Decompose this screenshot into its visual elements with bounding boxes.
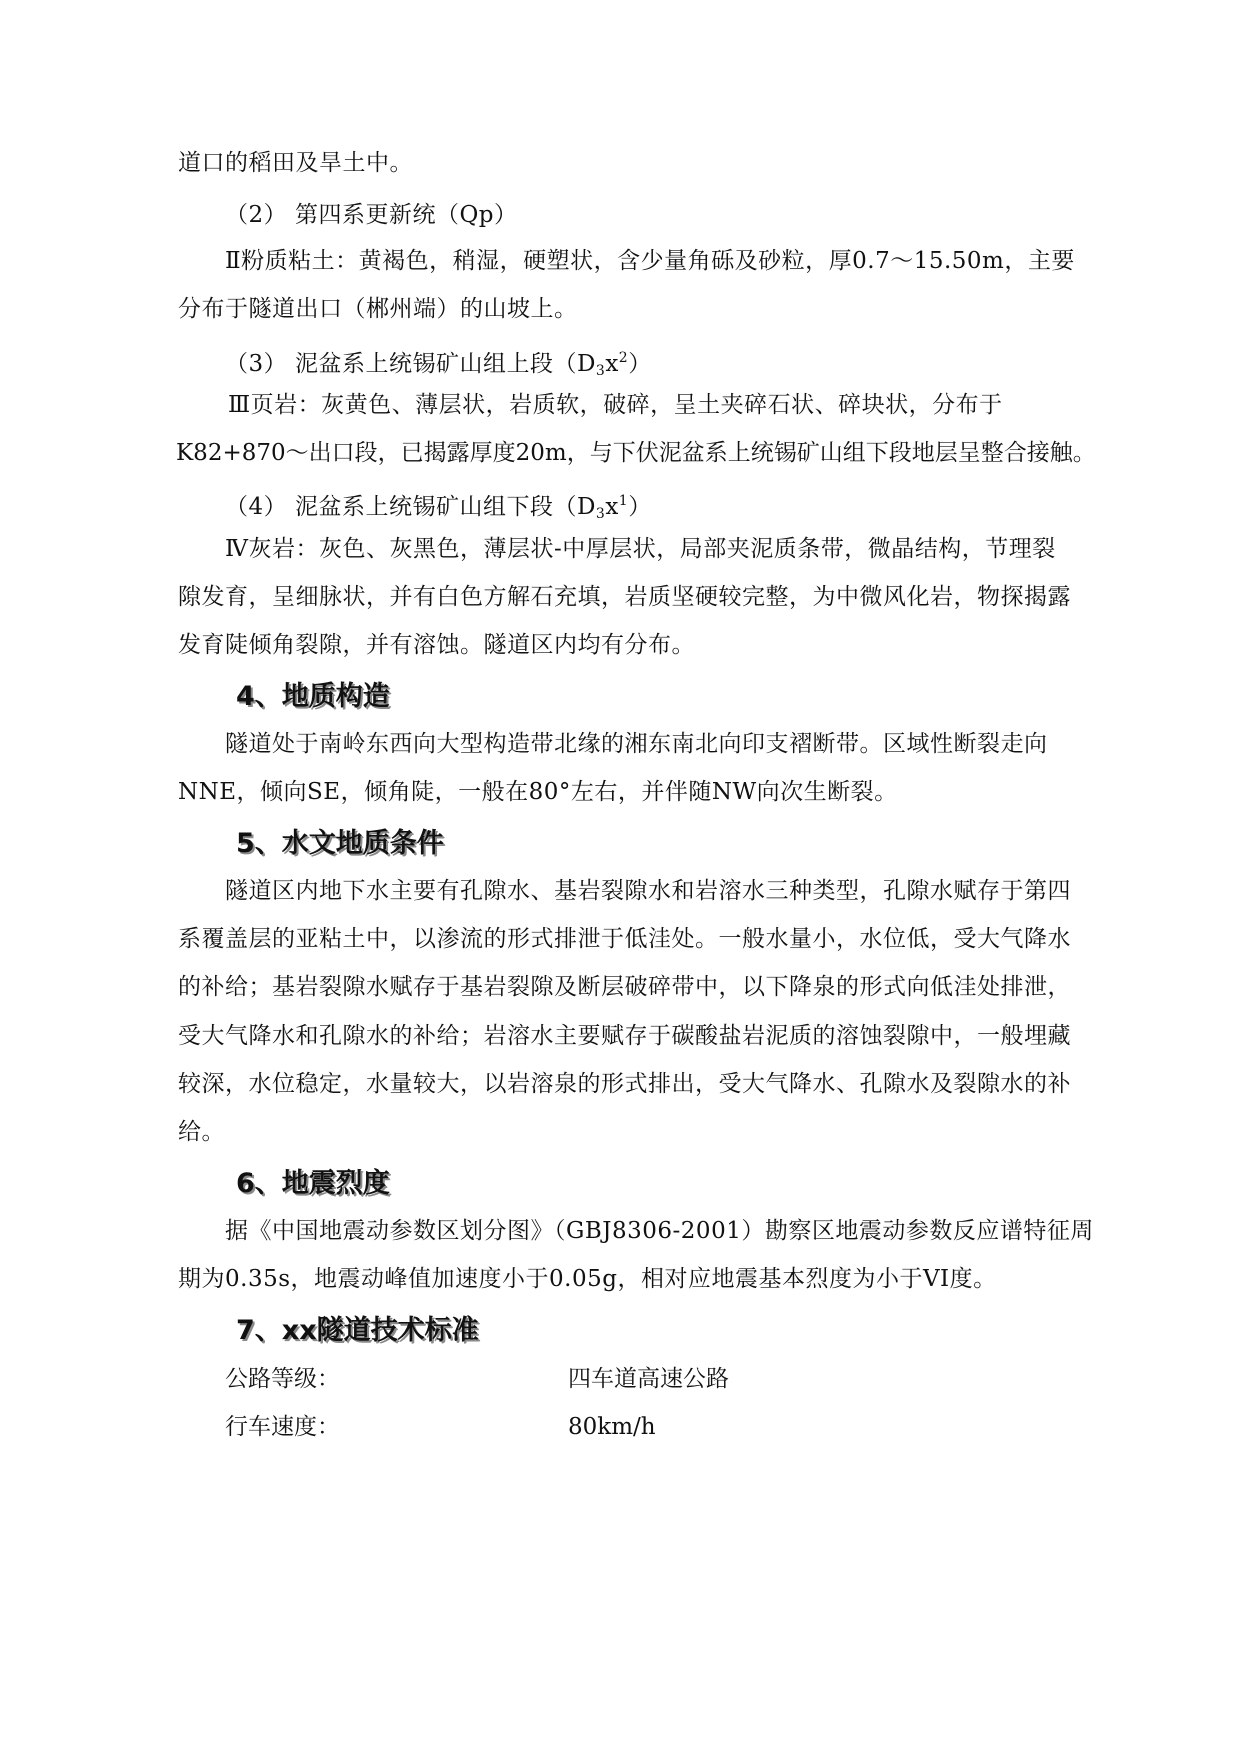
section-4-title-text: （4） 泥盆系上统锡矿山组下段（D bbox=[225, 494, 596, 520]
formation-symbol: x bbox=[605, 351, 619, 377]
paragraph-line: 隙发育，呈细脉状，并有白色方解石充填，岩质坚硬较完整，为中微风化岩，物探揭露 bbox=[178, 584, 1071, 610]
spec-value-road-grade: 四车道高速公路 bbox=[568, 1366, 729, 1392]
paragraph-line: Ⅳ灰岩：灰色、灰黑色，薄层状-中厚层状，局部夹泥质条带，微晶结构，节理裂 bbox=[225, 536, 1056, 562]
heading-hydrogeology: 5、水文地质条件 bbox=[236, 828, 444, 859]
paragraph-line: Ⅲ页岩：灰黄色、薄层状，岩质软，破碎，呈土夹碎石状、碎块状，分布于 bbox=[228, 392, 1003, 418]
spec-label-speed: 行车速度： bbox=[225, 1414, 340, 1440]
close-paren: ） bbox=[628, 351, 652, 377]
superscript: 2 bbox=[618, 350, 629, 366]
paragraph-line: NNE，倾向SE，倾角陡，一般在80°左右，并伴随NW向次生断裂。 bbox=[178, 779, 898, 805]
paragraph-line: 道口的稻田及旱土中。 bbox=[178, 150, 413, 176]
section-3-title-text: （3） 泥盆系上统锡矿山组上段（D bbox=[225, 351, 596, 377]
section-3-title bbox=[225, 343, 652, 386]
close-paren: ） bbox=[628, 494, 652, 520]
subscript: 3 bbox=[595, 363, 606, 379]
paragraph-line: 隧道处于南岭东西向大型构造带北缘的湘东南北向印支褶断带。区域性断裂走向 bbox=[225, 731, 1048, 757]
paragraph-line: 受大气降水和孔隙水的补给；岩溶水主要赋存于碳酸盐岩泥质的溶蚀裂隙中，一般埋藏 bbox=[178, 1023, 1071, 1049]
paragraph-line: 据《中国地震动参数区划分图》（GBJ8306-2001）勘察区地震动参数反应谱特征周 bbox=[225, 1218, 1094, 1244]
paragraph-line: 系覆盖层的亚粘土中，以渗流的形式排泄于低洼处。一般水量小，水位低，受大气降水 bbox=[178, 926, 1071, 952]
heading-geological-structure: 4、地质构造 bbox=[236, 681, 390, 712]
paragraph-line: 的补给；基岩裂隙水赋存于基岩裂隙及断层破碎带中，以下降泉的形式向低洼处排泄， bbox=[178, 974, 1071, 1000]
paragraph-line: 期为0.35s，地震动峰值加速度小于0.05g，相对应地震基本烈度为小于VI度。 bbox=[178, 1266, 997, 1292]
subscript: 3 bbox=[595, 506, 606, 522]
formation-symbol: x bbox=[605, 494, 619, 520]
section-2-title: （2） 第四系更新统（Qp） bbox=[225, 202, 518, 228]
paragraph-line: 发育陡倾角裂隙，并有溶蚀。隧道区内均有分布。 bbox=[178, 632, 695, 658]
heading-seismic-intensity: 6、地震烈度 bbox=[236, 1168, 390, 1199]
paragraph-line: 给。 bbox=[178, 1119, 225, 1145]
spec-label-road-grade: 公路等级： bbox=[225, 1366, 340, 1392]
paragraph-line: 隧道区内地下水主要有孔隙水、基岩裂隙水和岩溶水三种类型，孔隙水赋存于第四 bbox=[225, 878, 1071, 904]
paragraph-line: 较深，水位稳定，水量较大，以岩溶泉的形式排出，受大气降水、孔隙水及裂隙水的补 bbox=[178, 1071, 1071, 1097]
heading-technical-standards: 7、xx隧道技术标准 bbox=[236, 1315, 479, 1346]
superscript: 1 bbox=[618, 493, 629, 509]
paragraph-line: Ⅱ粉质粘土：黄褐色，稍湿，硬塑状，含少量角砾及砂粒，厚0.7～15.50m，主要 bbox=[225, 248, 1075, 274]
section-4-title bbox=[225, 486, 652, 529]
paragraph-line: 分布于隧道出口（郴州端）的山坡上。 bbox=[178, 296, 578, 322]
spec-value-speed: 80km/h bbox=[568, 1414, 656, 1440]
paragraph-line: K82+870～出口段，已揭露厚度20m，与下伏泥盆系上统锡矿山组下段地层呈整合接触。 bbox=[176, 440, 1096, 466]
